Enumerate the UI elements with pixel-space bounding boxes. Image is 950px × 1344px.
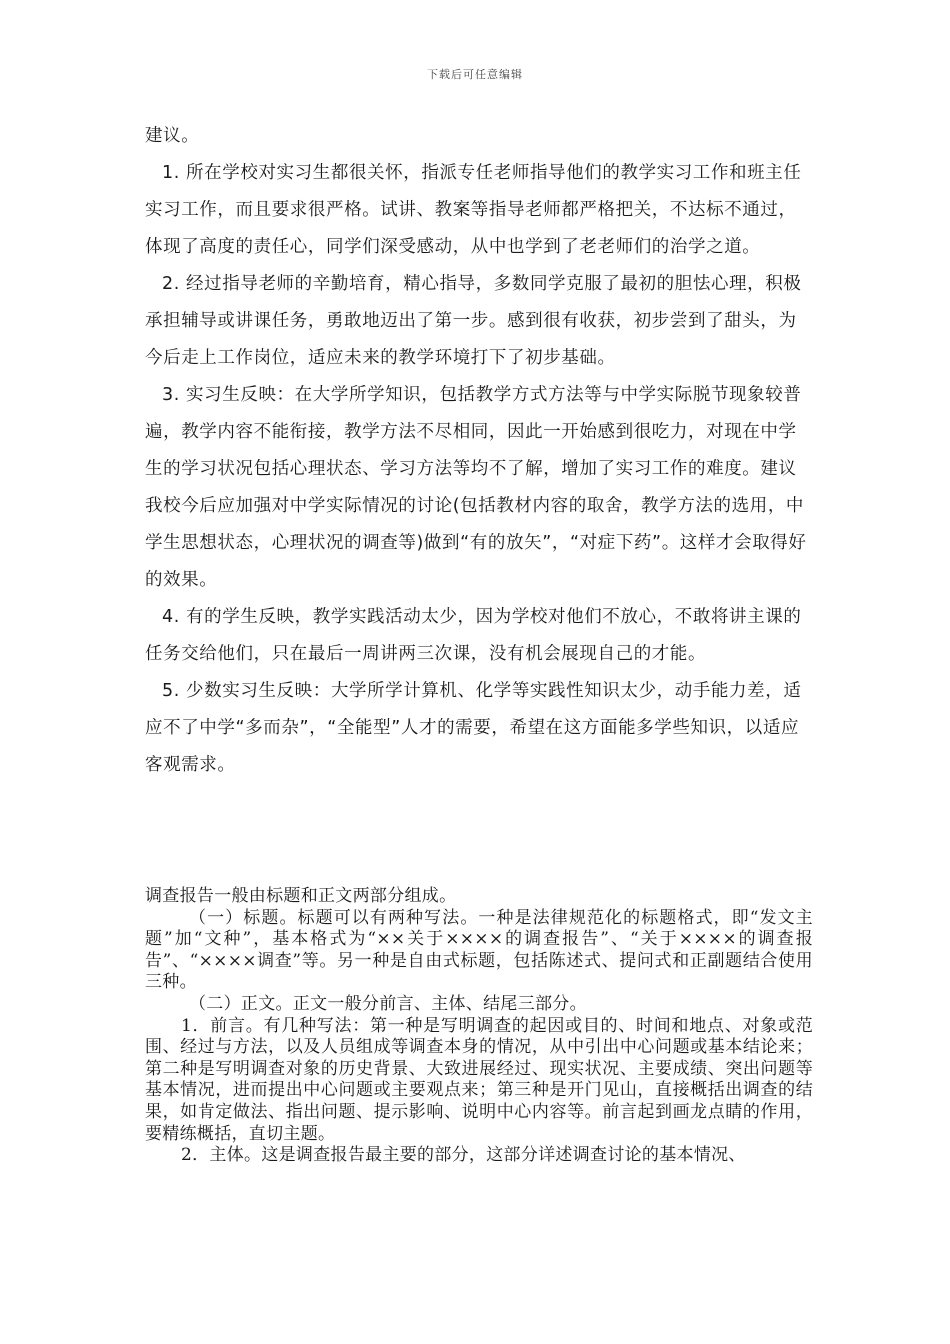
paragraph-suggestion-heading: 建议。 <box>145 126 200 146</box>
paragraph-intro: 调查报告一般由标题和正文两部分组成。 <box>145 886 457 906</box>
paragraph-title-format: （一）标题。标题可以有两种写法。一种是法律规范化的标题格式，即“发文主题”加“文种”，基本格式为“××关于××××的调查报告”、“关于××××的调查报告”、“××××调查”等。另一种是自由式标题，包括陈述式、提问式和正副题结合使用三种。 <box>145 907 813 993</box>
paragraph-item-1: 1. 所在学校对实习生都很关怀，指派专任老师指导他们的教学实习工作和班主任实习工作，而且要求很严格。试讲、教案等指导老师都严格把关，不达标不通过，体现了高度的责任心，同学们深受感动，从中也学到了老老师们的治学之道。 <box>145 163 802 257</box>
report-summary-section <box>145 118 813 784</box>
paragraph-main-body: 2．主体。这是调查报告最主要的部分，这部分详述调查讨论的基本情况、 <box>181 1145 746 1166</box>
paragraph-preface: 1．前言。有几种写法：第一种是写明调查的起因或目的、时间和地点、对象或范围、经过与方法，以及人员组成等调查本身的情况，从中引出中心问题或基本结论来；第二种是写明调查对象的历史背景、大致进展经过、现实状况、主要成绩、突出问题等基本情况，进而提出中心问题或主要观点来；第三种是开门见山，直接概括出调查的结果，如肯定做法、指出问题、提示影响、说明中心内容等。前言起到画龙点睛的作用，要精练概括，直切主题。 <box>145 1015 813 1144</box>
paragraph-item-5: 5. 少数实习生反映：大学所学计算机、化学等实践性知识太少，动手能力差，适应不了中学“多而杂”，“全能型”人才的需要，希望在这方面能多学些知识，以适应客观需求。 <box>145 681 802 775</box>
report-format-section <box>145 886 813 1167</box>
paragraph-item-3: 3. 实习生反映：在大学所学知识，包括教学方式方法等与中学实际脱节现象较普遍，教学内容不能衔接，教学方法不尽相同，因此一开始感到很吃力，对现在中学生的学习状况包括心理状态、学习方法等均不了解，增加了实习工作的难度。建议我校今后应加强对中学实际情况的讨论(包括教材内容的取舍，教学方法的选用，中学生思想状态，心理状况的调查等)做到“有的放矢”，“对症下药”。这样才会取得好的效果。 <box>145 385 807 590</box>
paragraph-item-2: 2. 经过指导老师的辛勤培育，精心指导，多数同学克服了最初的胆怯心理，积极承担辅导或讲课任务，勇敢地迈出了第一步。感到很有收获，初步尝到了甜头，为今后走上工作岗位，适应未来的教学环境打下了初步基础。 <box>145 274 802 368</box>
page-header: 下载后可任意编辑 <box>427 68 523 81</box>
paragraph-item-4: 4. 有的学生反映，教学实践活动太少，因为学校对他们不放心，不敢将讲主课的任务交给他们，只在最后一周讲两三次课，没有机会展现自己的才能。 <box>145 607 802 664</box>
paragraph-body-format: （二）正文。正文一般分前言、主体、结尾三部分。 <box>189 993 587 1014</box>
